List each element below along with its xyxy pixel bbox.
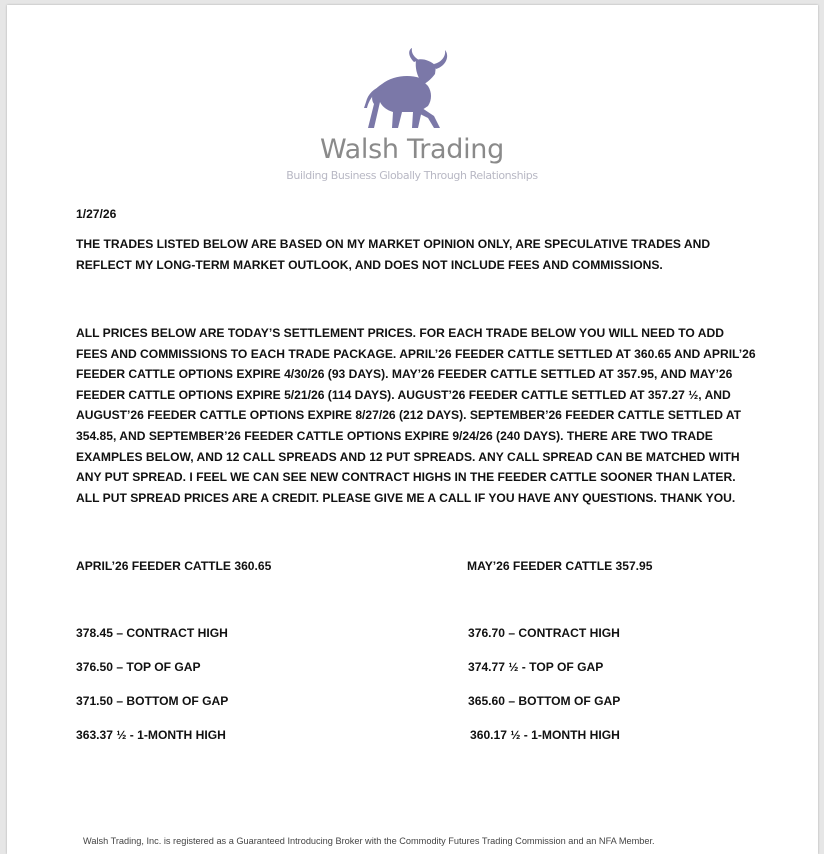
may-level-item: 376.70 – CONTRACT HIGH — [468, 626, 620, 640]
brand-tagline: Building Business Globally Through Relationships — [286, 169, 538, 182]
may-level-item: 360.17 ½ - 1-MONTH HIGH — [470, 728, 620, 742]
company-logo — [0, 48, 824, 130]
may-column-heading: MAY’26 FEEDER CATTLE 357.95 — [467, 559, 653, 573]
april-level-item: 363.37 ½ - 1-MONTH HIGH — [76, 728, 226, 742]
bull-icon — [362, 48, 462, 130]
may-level-item: 374.77 ½ - TOP OF GAP — [468, 660, 604, 674]
settlement-paragraph: ALL PRICES BELOW ARE TODAY’S SETTLEMENT PRICES. FOR EACH TRADE BELOW YOU WILL NEED TO ADD FEES AND COMMISSIONS TO EACH TRADE PACKAGE. APRIL’26 FEEDER CATTLE SETTLED AT 360.65 AND APRIL’26 FEEDER CATTLE OPTIONS EXPIRE 4/30/26 (93 DAYS). MAY’26 FEEDER CATTLE SETTLED AT 357.95, AND MAY’26 FEEDER CATTLE OPTIONS EXPIRE 5/21/26 (114 DAYS). AUGUST’26 FEEDER CATTLE SETTLED AT 357.27 ½, AND AUGUST’26 FEEDER CATTLE OPTIONS EXPIRE 8/27/26 (212 DAYS). SEPTEMBER’26 FEEDER CATTLE SETTLED AT 354.85, AND SEPTEMBER’26 FEEDER CATTLE OPTIONS EXPIRE 9/24/26 (240 DAYS). THERE ARE TWO TRADE EXAMPLES BELOW, AND 12 CALL SPREADS AND 12 PUT SPREADS. ANY CALL SPREAD CAN BE MATCHED WITH ANY PUT SPREAD. I FEEL WE CAN SEE NEW CONTRACT HIGHS IN THE FEEDER CATTLE SOONER THAN LATER. ALL PUT SPREAD PRICES ARE A CREDIT. PLEASE GIVE ME A CALL IF YOU HAVE ANY QUESTIONS. THANK YOU. — [76, 326, 756, 505]
april-column-heading: APRIL’26 FEEDER CATTLE 360.65 — [76, 559, 272, 573]
regulatory-footer: Walsh Trading, Inc. is registered as a Guaranteed Introducing Broker with the Commodity Futures Trading Commission and an NFA Member. — [83, 836, 655, 846]
april-level-item: 378.45 – CONTRACT HIGH — [76, 626, 228, 640]
brand-name: Walsh Trading — [320, 134, 504, 165]
april-level-item: 371.50 – BOTTOM OF GAP — [76, 694, 229, 708]
document-date: 1/27/26 — [76, 207, 117, 221]
april-level-item: 376.50 – TOP OF GAP — [76, 660, 201, 674]
disclaimer-paragraph: THE TRADES LISTED BELOW ARE BASED ON MY MARKET OPINION ONLY, ARE SPECULATIVE TRADES AND REFLECT MY LONG-TERM MARKET OUTLOOK, AND DOES NOT INCLUDE FEES AND COMMISSIONS. — [76, 237, 711, 272]
may-level-item: 365.60 – BOTTOM OF GAP — [468, 694, 621, 708]
